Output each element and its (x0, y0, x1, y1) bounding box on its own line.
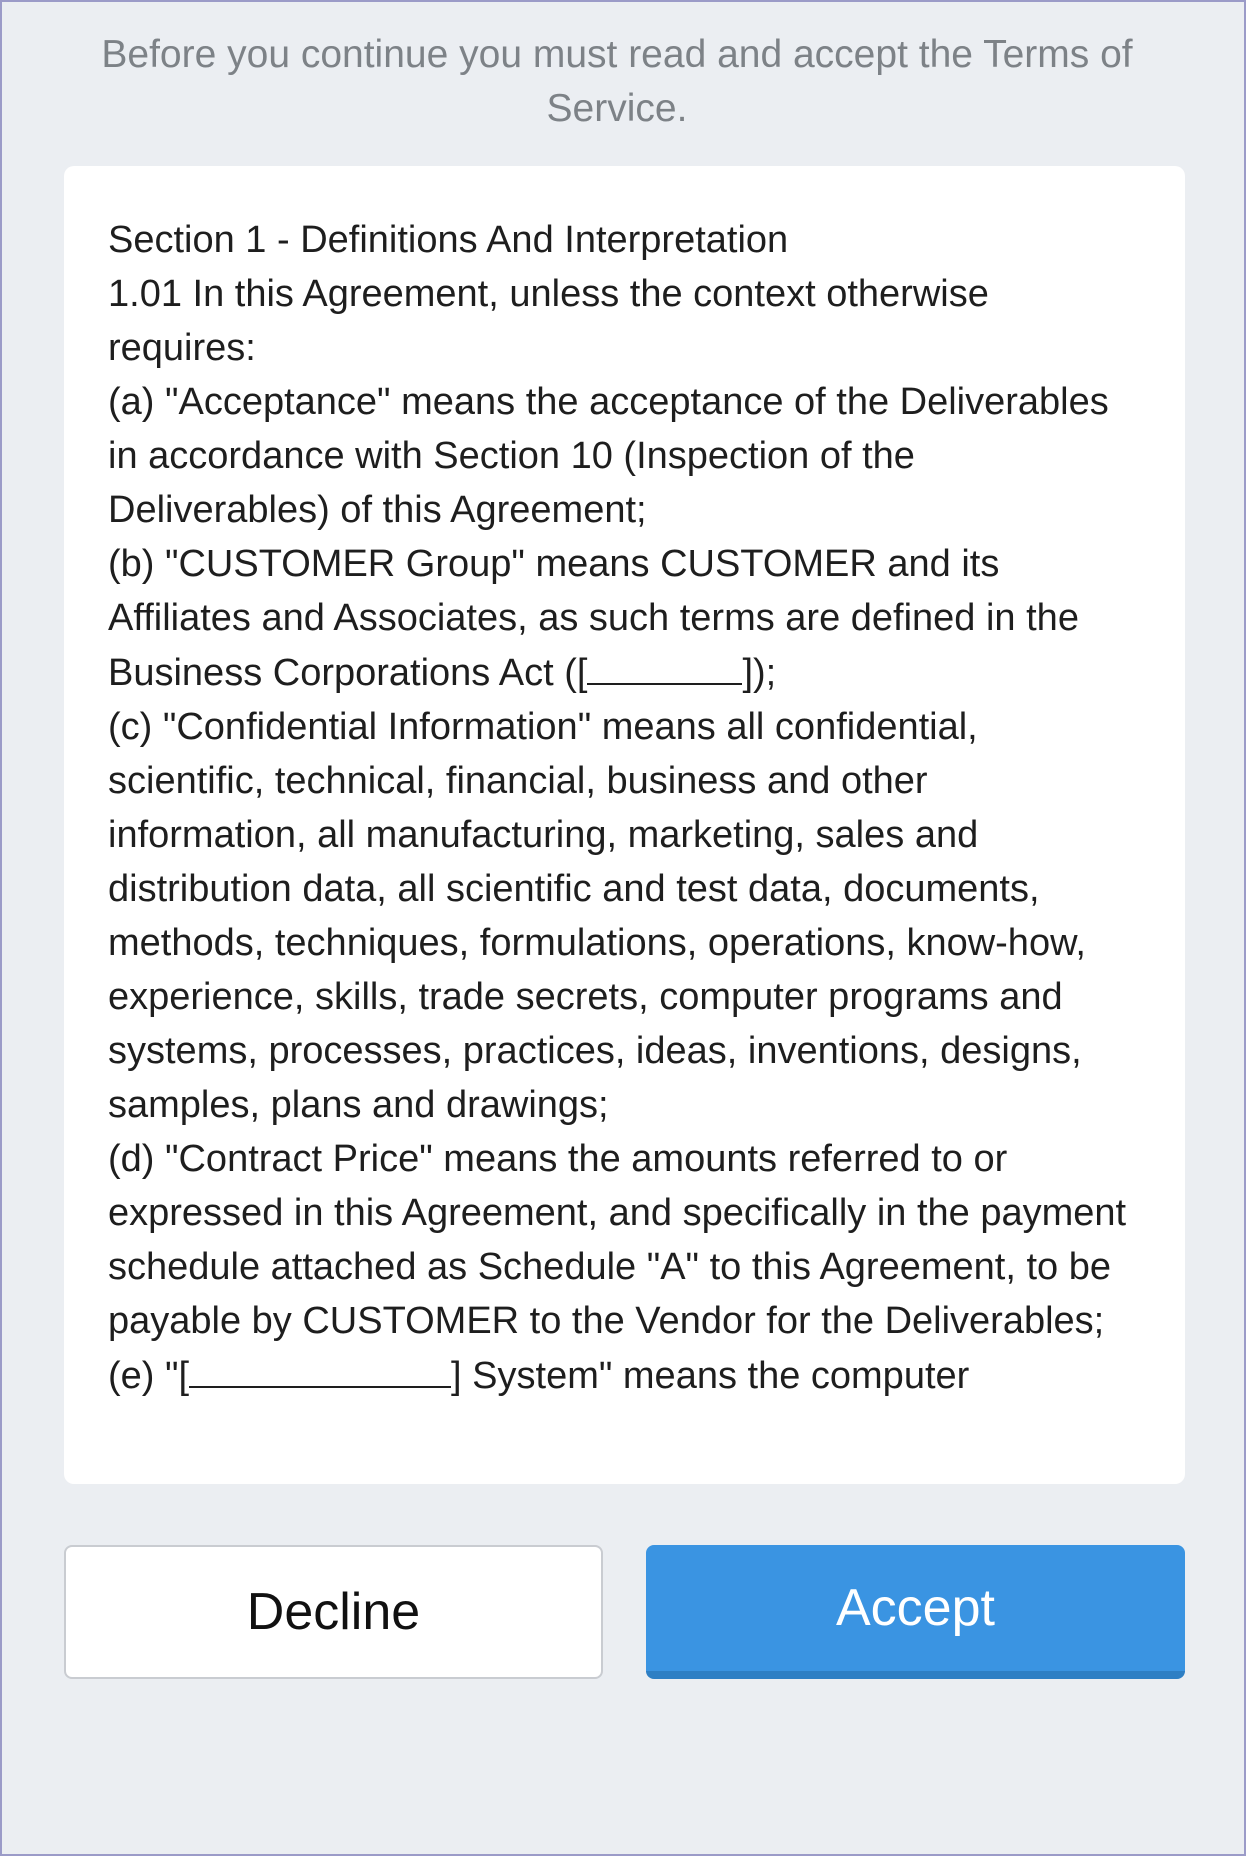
decline-button[interactable] (64, 1545, 603, 1679)
terms-definition-b-text: (b) "CUSTOMER Group" means CUSTOMER and its Affiliates and Associates, as such terms are defined in the Business Corporations Act ([ (108, 543, 1079, 694)
terms-definition-e (108, 1348, 1133, 1403)
terms-definition-e-text: (e) "[ (108, 1355, 190, 1397)
accept-button-label: Accept (836, 1579, 995, 1637)
terms-intro-text: Before you continue you must read and accept the Terms of Service. (101, 33, 1133, 130)
terms-definition-c: (c) "Confidential Information" means all confidential, scientific, technical, financial, business and other information, all manufacturing, marketing, sales and distribution data, all scientific and test data, documents, methods, techniques, formulations, operations, know-how, experience, skills, trade secrets, computer programs and systems, processes, practices, ideas, inventions, designs, samples, plans and drawings; (108, 706, 1086, 1126)
terms-of-service-scroll-area[interactable] (64, 166, 1185, 1484)
blank-field-underline (189, 1348, 451, 1388)
terms-definition-e-end: ] System" means the computer (451, 1355, 970, 1397)
terms-definition-b (108, 537, 1133, 700)
terms-definition-b-end: ]); (742, 652, 777, 694)
terms-definition-d: (d) "Contract Price" means the amounts referred to or expressed in this Agreement, and specifically in the payment schedule attached as Schedule "A" to this Agreement, to be payable by CUSTOMER to the Vendor for the Deliverables; (108, 1138, 1127, 1342)
terms-of-service-text (108, 213, 1133, 1403)
terms-definition-a: (a) "Acceptance" means the acceptance of the Deliverables in accordance with Section 10 (Inspection of the Deliverables) of this Agreement; (108, 381, 1109, 531)
terms-clause-1-01: 1.01 In this Agreement, unless the context otherwise requires: (108, 273, 989, 369)
terms-section-heading: Section 1 - Definitions And Interpretation (108, 219, 789, 261)
accept-button[interactable] (646, 1545, 1185, 1679)
decline-button-label: Decline (246, 1583, 421, 1641)
blank-field-underline (587, 645, 742, 685)
